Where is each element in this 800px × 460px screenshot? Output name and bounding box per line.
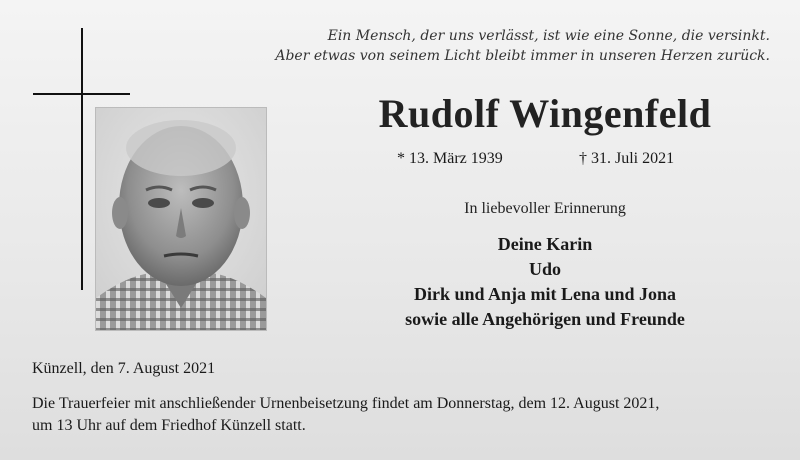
memorial-quote <box>250 26 770 66</box>
portrait-photo <box>96 108 266 330</box>
notice-line-1: Die Trauerfeier mit anschließender Urnenbeisetzung findet am Donnerstag, dem 12. August 2021, <box>32 395 660 412</box>
notice-line-2: um 13 Uhr auf dem Friedhof Künzell statt. <box>32 417 306 434</box>
deceased-name: Rudolf Wingenfeld <box>378 91 712 136</box>
family-list <box>300 232 790 332</box>
funeral-notice <box>32 393 782 437</box>
death-date: † 31. Juli 2021 <box>579 150 675 167</box>
cross-icon-bar <box>33 93 130 95</box>
place-date: Künzell, den 7. August 2021 <box>32 360 216 377</box>
portrait-image <box>96 108 266 330</box>
cross-icon <box>81 28 83 290</box>
family-line: sowie alle Angehörigen und Freunde <box>405 309 685 329</box>
quote-line-2: Aber etwas von seinem Licht bleibt immer in unseren Herzen zurück. <box>275 48 770 64</box>
family-line: Dirk und Anja mit Lena und Jona <box>413 284 677 304</box>
family-line: Deine Karin <box>497 234 593 254</box>
birth-date: * 13. März 1939 <box>397 150 503 167</box>
family-line: Udo <box>528 259 561 279</box>
memory-line: In liebevoller Erinnerung <box>464 200 626 217</box>
quote-line-1: Ein Mensch, der uns verlässt, ist wie eine Sonne, die versinkt. <box>327 28 770 44</box>
